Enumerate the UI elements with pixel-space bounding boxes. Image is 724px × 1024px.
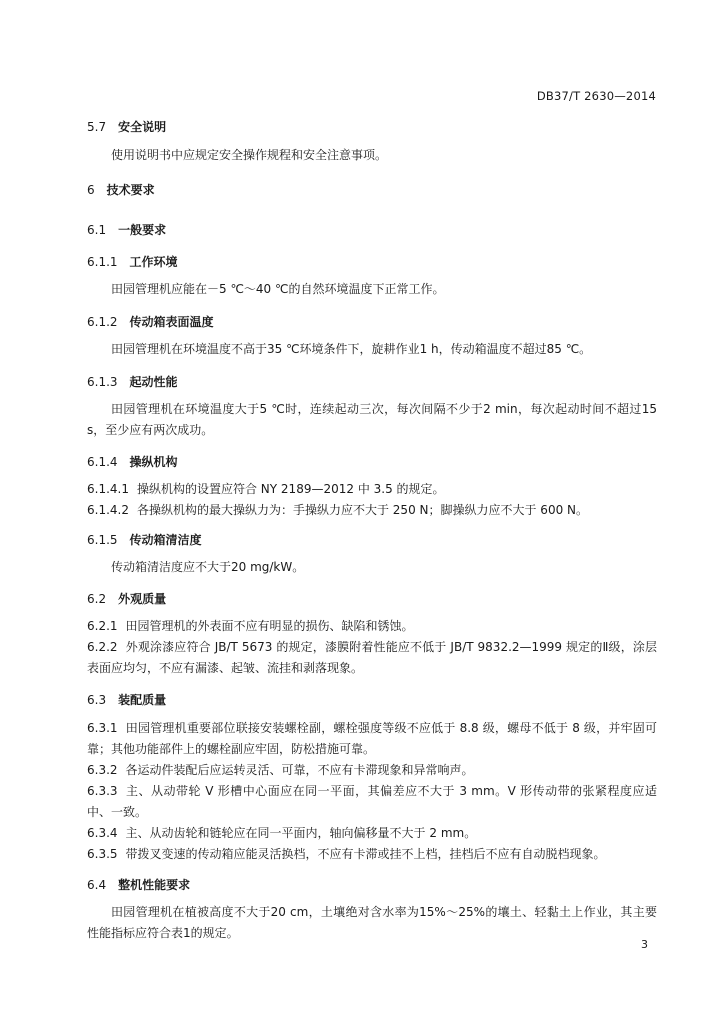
- clause-number: 6.3.4: [87, 826, 118, 840]
- section-number: 6.1.1: [87, 255, 118, 269]
- section-heading-6-3: [87, 691, 657, 709]
- clause-number: 6.1.4.1: [87, 482, 129, 496]
- clause-text: 主、从动齿轮和链轮应在同一平面内，轴向偏移量不大于 2 mm。: [125, 826, 477, 840]
- section-title: 起动性能: [129, 375, 178, 389]
- section-title: 整机性能要求: [118, 878, 191, 892]
- clause-text: 操纵机构的设置应符合 NY 2189—2012 中 3.5 的规定。: [136, 482, 445, 496]
- document-body: [87, 118, 657, 944]
- clause-6-3-3: [87, 781, 657, 823]
- clause-text: 带拨叉变速的传动箱应能灵活换档，不应有卡滞或挂不上档，挂档后不应有自动脱档现象。: [125, 847, 606, 861]
- section-heading-6: [87, 181, 657, 199]
- section-paragraph-6-1-1: 田园管理机应能在－5 ℃～40 ℃的自然环境温度下正常工作。: [111, 282, 445, 296]
- section-title: 传动箱表面温度: [129, 315, 214, 329]
- section-heading-6-1-5: [87, 531, 657, 549]
- clause-6-3-1: [87, 718, 657, 760]
- clause-text: 外观涂漆应符合 JB/T 5673 的规定，漆膜附着性能应不低于 JB/T 9832.2—1999 规定的Ⅱ级，涂层表面应均匀，不应有漏漆、起皱、流挂和剥落现象。: [87, 640, 657, 675]
- section-heading-6-1-3: [87, 373, 657, 391]
- section-paragraph-6-4: 田园管理机在植被高度不大于20 cm，土壤绝对含水率为15%～25%的壤土、轻黏土上作业，其主要性能指标应符合表1的规定。: [87, 905, 657, 940]
- clause-text: 田园管理机重要部位联接安装螺栓副，螺栓强度等级不应低于 8.8 级，螺母不低于 8 级，并牢固可靠；其他功能部件上的螺栓副应牢固，防松措施可靠。: [87, 721, 657, 756]
- clause-6-1-4-1: [87, 479, 657, 500]
- section-heading-6-1-1: [87, 253, 657, 271]
- section-number: 6.3: [87, 693, 107, 707]
- clause-number: 6.1.4.2: [87, 503, 129, 517]
- section-heading-5-7: [87, 118, 657, 136]
- clause-text: 各运动件装配后应运转灵活、可靠，不应有卡滞现象和异常响声。: [125, 763, 474, 777]
- section-number: 6.1.2: [87, 315, 118, 329]
- clause-number: 6.3.5: [87, 847, 118, 861]
- section-number: 6.1.3: [87, 375, 118, 389]
- clause-number: 6.2.1: [87, 619, 118, 633]
- section-paragraph-5-7: 使用说明书中应规定安全操作规程和安全注意事项。: [111, 148, 388, 162]
- section-number: 6: [87, 183, 95, 197]
- clause-number: 6.3.3: [87, 784, 118, 798]
- clause-6-3-5: [87, 844, 657, 865]
- section-number: 6.1: [87, 223, 107, 237]
- section-heading-6-2: [87, 590, 657, 608]
- page-number: 3: [641, 938, 648, 951]
- section-title: 一般要求: [118, 223, 167, 237]
- document-code: DB37/T 2630—2014: [536, 89, 656, 103]
- clause-text: 各操纵机构的最大操纵力为：手操纵力应不大于 250 N；脚操纵力应不大于 600 N。: [136, 503, 589, 517]
- section-number: 6.1.5: [87, 533, 118, 547]
- clause-text: 主、从动带轮 V 形槽中心面应在同一平面，其偏差应不大于 3 mm。V 形传动带的张紧程度应适中、一致。: [87, 784, 657, 819]
- section-heading-6-1-4: [87, 453, 657, 471]
- clause-number: 6.3.2: [87, 763, 118, 777]
- clause-number: 6.2.2: [87, 640, 118, 654]
- section-number: 6.2: [87, 592, 107, 606]
- section-title: 装配质量: [118, 693, 167, 707]
- section-title: 技术要求: [106, 183, 155, 197]
- section-title: 外观质量: [118, 592, 167, 606]
- section-heading-6-1: [87, 221, 657, 239]
- section-number: 6.4: [87, 878, 107, 892]
- section-paragraph-6-1-3: 田园管理机在环境温度大于5 ℃时，连续起动三次，每次间隔不少于2 min，每次起动时间不超过15 s，至少应有两次成功。: [87, 402, 657, 437]
- section-title: 工作环境: [129, 255, 178, 269]
- section-number: 6.1.4: [87, 455, 118, 469]
- clause-6-3-4: [87, 823, 657, 844]
- clause-6-1-4-2: [87, 500, 657, 521]
- section-number: 5.7: [87, 120, 107, 134]
- clause-6-2-1: [87, 616, 657, 637]
- section-heading-6-4: [87, 876, 657, 894]
- section-heading-6-1-2: [87, 313, 657, 331]
- clause-6-3-2: [87, 760, 657, 781]
- section-paragraph-6-1-2: 田园管理机在环境温度不高于35 ℃环境条件下，旋耕作业1 h，传动箱温度不超过85 ℃。: [111, 342, 592, 356]
- section-paragraph-6-1-5: 传动箱清洁度应不大于20 mg/kW。: [111, 560, 305, 574]
- clause-text: 田园管理机的外表面不应有明显的损伤、缺陷和锈蚀。: [125, 619, 414, 633]
- section-title: 操纵机构: [129, 455, 178, 469]
- section-title: 安全说明: [118, 120, 167, 134]
- clause-6-2-2: [87, 637, 657, 679]
- clause-number: 6.3.1: [87, 721, 118, 735]
- section-title: 传动箱清洁度: [129, 533, 202, 547]
